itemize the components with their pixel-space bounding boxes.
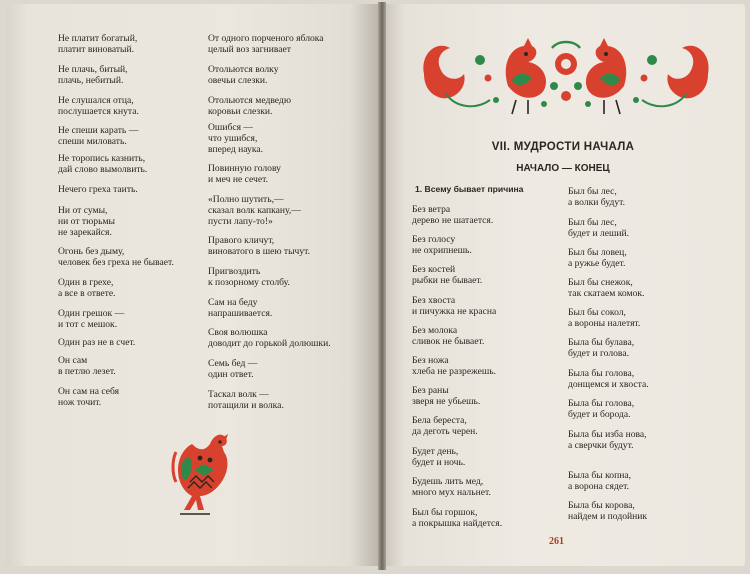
proverb-line: а волки будут. — [568, 197, 626, 208]
proverb-line: Без костей — [412, 264, 456, 275]
proverb-line: Без молока — [412, 325, 458, 336]
proverb-line: напрашивается. — [208, 308, 273, 319]
proverb — [412, 355, 496, 377]
proverb — [208, 122, 263, 155]
proverb-line: Отольются медведю — [208, 95, 291, 106]
proverb-line: Ошибся — — [208, 122, 253, 133]
proverb — [412, 295, 496, 317]
proverb — [208, 235, 310, 257]
book-gutter — [378, 2, 386, 570]
proverb-line: будет и леший. — [568, 228, 630, 239]
proverb-line: будет и борода. — [568, 409, 631, 420]
proverb-line: Без ножа — [412, 355, 449, 366]
proverb-line: овечьи слезки. — [208, 75, 268, 86]
proverb-line: Огонь без дыму, — [58, 246, 125, 257]
proverb-line: зверя не убьешь. — [412, 396, 481, 407]
proverb-line: и пичужка не красна — [412, 306, 497, 317]
proverb — [58, 125, 138, 147]
proverb-line: Один раз не в счет. — [58, 337, 136, 348]
proverb-line: хлеба не разрежешь. — [412, 366, 496, 377]
proverb-line: и меч не сечет. — [208, 174, 268, 185]
proverb — [208, 95, 291, 117]
proverb — [412, 325, 484, 347]
proverb — [58, 308, 124, 330]
subsection-title: 1. Всему бывает причина — [415, 184, 524, 194]
proverb — [208, 327, 331, 349]
proverb-line: Не спеши карать — — [58, 125, 139, 136]
proverb-line: много мух нальнет. — [412, 487, 491, 498]
proverb-line: Нечего греха таить. — [58, 184, 138, 195]
proverb-line: Он сам — [58, 355, 88, 366]
proverb — [208, 163, 281, 185]
proverb-line: Правого кличут, — [208, 235, 275, 246]
proverb-line: Была бы копна, — [568, 470, 632, 481]
proverb-line: а все в ответе. — [58, 288, 116, 299]
section-title: НАЧАЛО — КОНЕЦ — [516, 163, 610, 174]
proverb-line: Была бы голова, — [568, 368, 635, 379]
proverb-line: Был бы горшок, — [412, 507, 478, 518]
proverb-line: донщемся и хвоста. — [568, 379, 649, 390]
proverb-line: а покрышка найдется. — [412, 518, 503, 529]
proverb-line: Не платит богатый, — [58, 33, 138, 44]
proverb — [568, 500, 647, 522]
proverb-line: Был бы снежок, — [568, 277, 633, 288]
proverb — [58, 337, 135, 348]
proverb — [412, 234, 472, 256]
proverb-line: и тот с мешок. — [58, 319, 118, 330]
proverb-line: а вороны налетят. — [568, 318, 641, 329]
proverb — [208, 389, 284, 411]
proverb-line: будет и голова. — [568, 348, 629, 359]
proverb-line: Был бы лес, — [568, 186, 617, 197]
proverb-line: Без ветра — [412, 204, 451, 215]
proverb — [412, 415, 478, 437]
proverb — [568, 277, 644, 299]
proverb — [208, 33, 324, 55]
proverb — [58, 95, 139, 117]
proverb — [568, 398, 634, 420]
proverb — [568, 186, 625, 208]
proverb-line: спеши миловать. — [58, 136, 127, 147]
proverb — [568, 337, 634, 359]
proverb-line: Он сам на себя — [58, 386, 120, 397]
proverb-line: а ворона сядет. — [568, 481, 629, 492]
proverb-line: Была бы изба нова, — [568, 429, 647, 440]
proverb — [568, 429, 647, 451]
proverb-line: найдем и подойник — [568, 511, 648, 522]
proverb-line: виноватого в шею тычут. — [208, 246, 311, 257]
proverb — [412, 204, 493, 226]
proverb-line: нож точит. — [58, 397, 102, 408]
proverb-line: Повинную голову — [208, 163, 281, 174]
proverb — [58, 277, 116, 299]
proverb-line: ни от тюрьмы — [58, 216, 115, 227]
proverb-line: Бела береста, — [412, 415, 467, 426]
proverb-line: Ни от сумы, — [58, 205, 108, 216]
proverb — [58, 33, 137, 55]
proverb — [412, 264, 482, 286]
proverb-line: Семь бед — — [208, 358, 258, 369]
folk-birds-ornament-icon — [416, 34, 716, 116]
proverb — [58, 205, 115, 238]
proverb-line: целый воз загнивает — [208, 44, 291, 55]
proverb-line: Без голосу — [412, 234, 456, 245]
proverb-line: «Полно шутить,— — [208, 194, 284, 205]
proverb — [208, 64, 279, 86]
proverb-line: а сверчки будут. — [568, 440, 634, 451]
proverb-line: Без хвоста — [412, 295, 456, 306]
proverb-line: Не слушался отца, — [58, 95, 134, 106]
proverb — [568, 307, 640, 329]
proverb-line: плачь, небитый. — [58, 75, 124, 86]
folk-rooster-ornament-icon — [170, 430, 242, 522]
proverb-line: Был бы ловец, — [568, 247, 627, 258]
proverb-line: Была бы корова, — [568, 500, 635, 511]
proverb-line: не охрипнешь. — [412, 245, 472, 256]
proverb-line: Один в грехе, — [58, 277, 114, 288]
proverb-line: один ответ. — [208, 369, 254, 380]
proverb-line: послушается кнута. — [58, 106, 139, 117]
proverb-line: не зарекайся. — [58, 227, 112, 238]
proverb-line: доводит до горькой долюшки. — [208, 338, 331, 349]
proverb-line: к позорному столбу. — [208, 277, 290, 288]
proverb-line: дерево не шатается. — [412, 215, 494, 226]
proverb-line: сказал волк капкану,— — [208, 205, 301, 216]
proverb — [568, 470, 631, 492]
proverb — [58, 386, 119, 408]
proverb-line: а ружье будет. — [568, 258, 626, 269]
proverb-line: Был бы лес, — [568, 217, 617, 228]
page-number: 261 — [549, 536, 564, 547]
proverb-line: Своя волюшка — [208, 327, 268, 338]
proverb-line: коровьи слезки. — [208, 106, 273, 117]
proverb — [568, 217, 629, 239]
proverb-line: Отольются волку — [208, 64, 279, 75]
proverb — [412, 446, 465, 468]
proverb-line: в петлю лезет. — [58, 366, 116, 377]
proverb-line: От одного порченого яблока — [208, 33, 324, 44]
proverb — [568, 368, 649, 390]
proverb-line: Не плачь, битый, — [58, 64, 128, 75]
proverb — [58, 184, 138, 195]
proverb-line: Был бы сокол, — [568, 307, 626, 318]
proverb-line: Таскал волк — — [208, 389, 269, 400]
proverb-line: платит виноватый. — [58, 44, 135, 55]
proverb-line: да деготь черен. — [412, 426, 478, 437]
proverb — [58, 64, 128, 86]
proverb — [208, 194, 301, 227]
proverb-line: Пригвоздить — [208, 266, 261, 277]
proverb — [412, 507, 502, 529]
proverb-line: что ушибся, — [208, 133, 258, 144]
proverb-line: рыбки не бывает. — [412, 275, 483, 286]
proverb — [412, 476, 491, 498]
proverb-line: потащили и волка. — [208, 400, 284, 411]
proverb-line: Один грешок — — [58, 308, 125, 319]
proverb-line: сливок не бывает. — [412, 336, 485, 347]
proverb — [58, 153, 147, 175]
proverb — [208, 358, 257, 380]
proverb-line: пусти лапу-то!» — [208, 216, 273, 227]
proverb — [58, 246, 174, 268]
proverb — [412, 385, 480, 407]
proverb — [208, 266, 290, 288]
proverb-line: Без раны — [412, 385, 449, 396]
proverb — [568, 247, 627, 269]
proverb-line: Не торопись казнить, — [58, 153, 146, 164]
proverb — [208, 297, 272, 319]
proverb-line: Будет день, — [412, 446, 459, 457]
proverb-line: будет и ночь. — [412, 457, 466, 468]
proverb-line: так скатаем комок. — [568, 288, 645, 299]
proverb-line: вперед наука. — [208, 144, 264, 155]
proverb-line: Была бы булава, — [568, 337, 635, 348]
proverb-line: Сам на беду — [208, 297, 258, 308]
proverb-line: Была бы голова, — [568, 398, 635, 409]
proverb — [58, 355, 116, 377]
proverb-line: дай слово вымолвить. — [58, 164, 148, 175]
proverb-line: человек без греха не бывает. — [58, 257, 174, 268]
proverb-line: Будешь лить мед, — [412, 476, 484, 487]
chapter-title: VII. МУДРОСТИ НАЧАЛА — [491, 141, 635, 153]
